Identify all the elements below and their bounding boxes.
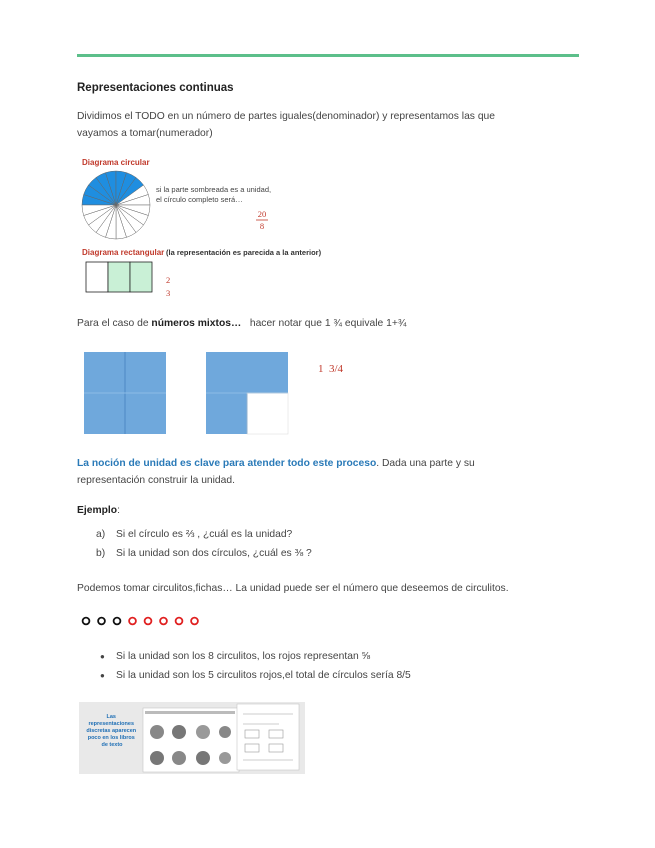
fraction-diagram-svg (80, 156, 340, 298)
rect-fraction-denominator: 3 (166, 288, 171, 298)
caption-line: de texto (101, 742, 123, 748)
rect-part (108, 262, 130, 292)
example-list (96, 529, 312, 567)
black-counter-dot (83, 618, 90, 625)
rect-diagram-note: (la representación es parecida a la anterior) (166, 248, 322, 257)
caption-line: representaciones (88, 721, 135, 727)
bullet-text: Si la unidad son los 8 circulitos, los rojos representan ⅝ (116, 651, 371, 662)
unit-notion-rest: . Dada una parte y su (376, 458, 475, 469)
bullet-list (100, 651, 411, 689)
example-heading (77, 502, 567, 519)
textbook-thumbnail (79, 702, 305, 774)
bullet-text: Si la unidad son los 5 circulitos rojos,el total de círculos sería 8/5 (116, 670, 411, 681)
thumbnail-svg (79, 702, 305, 774)
circle-fraction-denominator: 8 (259, 221, 265, 231)
circle-note-line-2: el círculo completo será… (156, 195, 243, 204)
intro-line-2: vayamos a tomar(numerador) (77, 128, 213, 139)
intro-line-1: Dividimos el TODO en un número de partes iguales(denominador) y representamos las que (77, 111, 495, 122)
mixed-prefix: Para el caso de (77, 318, 152, 329)
worksheet-header-line (145, 711, 235, 714)
caption-line: discretas aparecen (86, 728, 137, 734)
quarter-bottom-left (206, 393, 247, 434)
example-colon: : (117, 505, 120, 516)
bullet-marker: ● (100, 652, 105, 661)
circulitos-paragraph: Podemos tomar circulitos,fichas… La unidad puede ser el número que deseemos de circulitos. (77, 583, 509, 594)
fraction-diagram-figure (80, 156, 340, 298)
bullet-item (100, 670, 411, 689)
example-text: Si el círculo es ⅔ , ¿cuál es la unidad? (116, 529, 293, 540)
quarter-top (206, 352, 288, 393)
example-text: Si la unidad son dos círculos, ¿cuál es ⅜ ? (116, 548, 312, 559)
example-item (96, 529, 312, 548)
rect-part (130, 262, 152, 292)
bullet-item (100, 651, 411, 670)
circle-fraction-numerator: 20 (257, 209, 267, 219)
mixed-number-diagram (80, 348, 380, 438)
example-marker: a) (96, 529, 106, 540)
circle-note-line-1: si la parte sombreada es a unidad, (156, 185, 272, 194)
mixed-number-label: 1 3/4 (318, 363, 344, 375)
unit-notion-paragraph (77, 455, 567, 489)
red-counter-dot (145, 618, 152, 625)
unit-notion-bold: La noción de unidad es clave para atender todo este proceso (77, 458, 377, 469)
caption-line: poco en los libros (87, 735, 135, 741)
red-counter-dot (176, 618, 183, 625)
caption-line: Las (106, 714, 116, 720)
dots-group (83, 618, 198, 625)
red-counter-dot (160, 618, 167, 625)
counter-dots (80, 613, 220, 629)
rect-diagram-title: Diagrama rectangular (82, 248, 165, 257)
red-counter-dot (191, 618, 198, 625)
unit-notion-line-1 (77, 455, 567, 472)
three-quarter-square (206, 352, 288, 434)
rect-fraction-numerator: 2 (166, 275, 171, 285)
section-title: Representaciones continuas (77, 82, 234, 94)
red-counter-dot (129, 618, 136, 625)
example-label: Ejemplo (77, 505, 118, 516)
mixed-suffix: hacer notar que 1 ¾ equivale 1+¾ (241, 318, 407, 329)
mixed-bold: números mixtos… (151, 318, 242, 329)
unit-notion-line-2: representación construir la unidad. (77, 475, 235, 486)
rect-diagram (86, 262, 152, 292)
bullet-marker: ● (100, 671, 105, 680)
black-counter-dot (98, 618, 105, 625)
circle-diagram (82, 171, 150, 239)
black-counter-dot (114, 618, 121, 625)
whole-square (84, 352, 166, 434)
example-item (96, 548, 312, 567)
empty-quarter (247, 393, 288, 434)
top-divider (77, 54, 579, 57)
intro-paragraph (77, 108, 567, 142)
example-marker: b) (96, 548, 106, 559)
mixed-numbers-line (77, 318, 406, 329)
circle-diagram-title: Diagrama circular (82, 158, 150, 167)
rect-part (86, 262, 108, 292)
